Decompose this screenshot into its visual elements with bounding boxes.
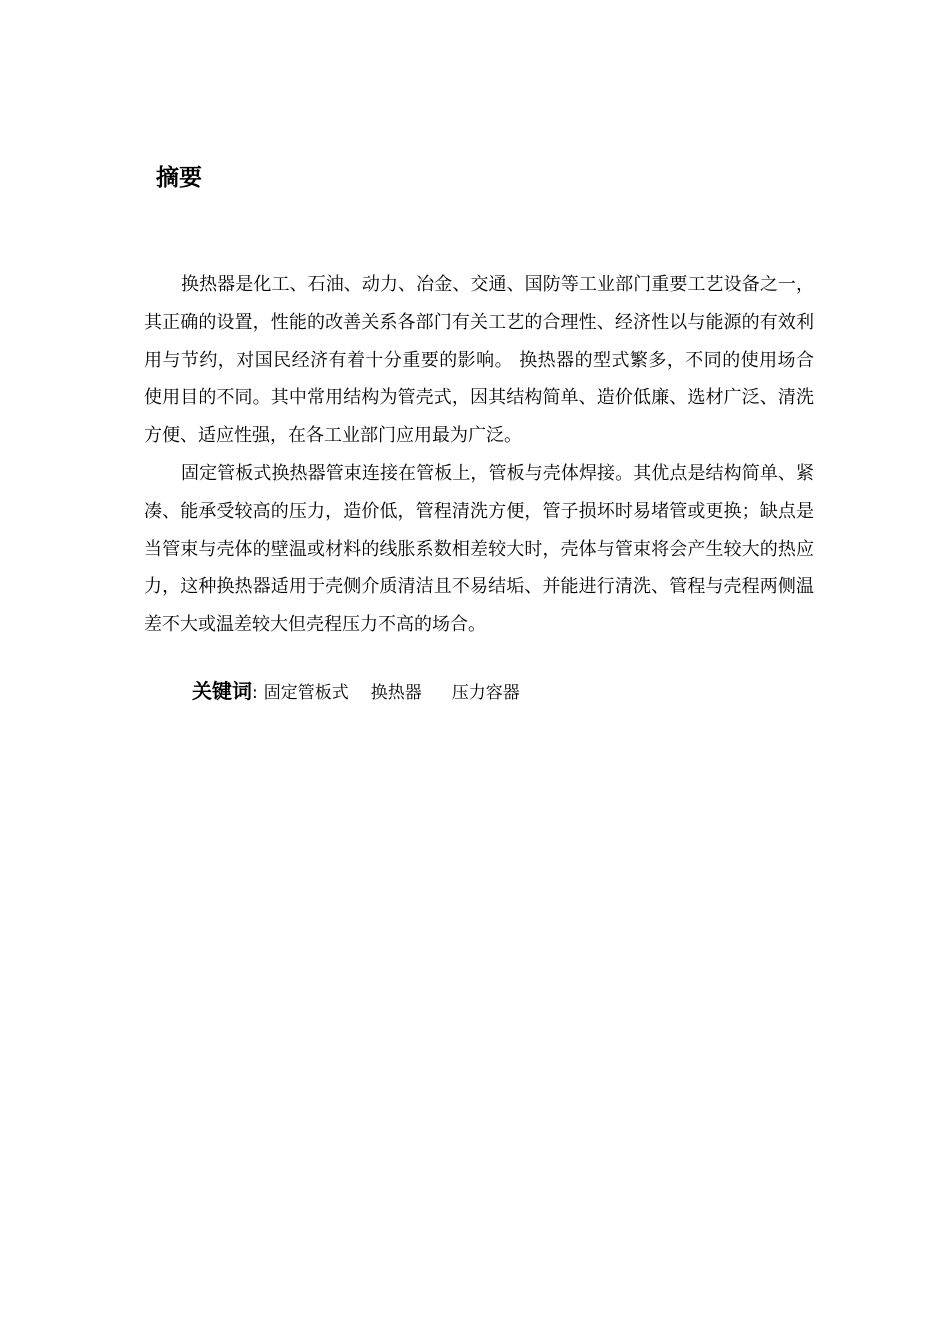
keywords-label: 关键词	[192, 679, 252, 703]
keywords-separator: :	[252, 683, 258, 703]
abstract-paragraph-2: 固定管板式换热器管束连接在管板上，管板与壳体焊接。其优点是结构简单、紧凑、能承受较高的压力，造价低，管程清洗方便，管子损坏时易堵管或更换；缺点是当管束与壳体的壁温或材料的线胀系数相差较大时，壳体与管束将会产生较大的热应力，这种换热器适用于壳侧介质清洁且不易结垢、并能进行清洗、管程与壳程两侧温差不大或温差较大但壳程压力不高的场合。	[144, 462, 814, 636]
keyword-item: 压力容器	[451, 683, 520, 703]
abstract-body	[144, 266, 814, 644]
keyword-item: 换热器	[370, 683, 422, 703]
abstract-title: 摘要	[156, 165, 202, 191]
abstract-paragraph-1: 换热器是化工、石油、动力、冶金、交通、国防等工业部门重要工艺设备之一，其正确的设置，性能的改善关系各部门有关工艺的合理性、经济性以与能源的有效利用与节约，对国民经济有着十分重要的影响。 换热器的型式繁多，不同的使用场合使用目的不同。其中常用结构为管壳式，因其结构简单、造价低廉、选材广泛、清洗方便、适应性强，在各工业部门应用最为广泛。	[144, 274, 814, 447]
keyword-item: 固定管板式	[263, 683, 349, 703]
keywords-line	[192, 673, 520, 711]
